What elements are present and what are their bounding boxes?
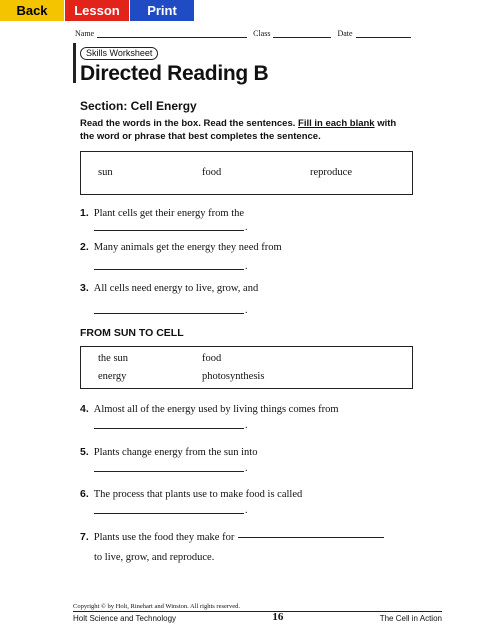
word-box-item: photosynthesis xyxy=(202,371,265,382)
answer-period: . xyxy=(245,222,248,233)
answer-period: . xyxy=(245,261,248,272)
subhead: FROM SUN TO CELL xyxy=(80,327,184,339)
answer-line-1[interactable] xyxy=(94,230,244,231)
question-2 xyxy=(80,241,282,253)
worksheet-tag: Skills Worksheet xyxy=(80,47,158,60)
class-blank[interactable] xyxy=(273,29,331,38)
answer-line-4[interactable] xyxy=(94,428,244,429)
word-box-item: food xyxy=(202,167,222,178)
word-box-item: the sun xyxy=(98,353,129,364)
word-box-item: food xyxy=(202,353,222,364)
word-box-1 xyxy=(80,151,413,195)
question-number: 7. xyxy=(80,531,89,543)
footer-book-title: Holt Science and Technology xyxy=(73,614,177,623)
question-number: 3. xyxy=(80,282,89,294)
nav-bar xyxy=(0,0,195,21)
answer-period: . xyxy=(245,463,248,474)
answer-period: . xyxy=(245,505,248,516)
question-number: 1. xyxy=(80,207,89,219)
word-box-item: sun xyxy=(98,167,113,178)
footer xyxy=(73,611,442,623)
lesson-button[interactable]: Lesson xyxy=(65,0,130,21)
answer-line-7[interactable] xyxy=(238,537,384,538)
question-6 xyxy=(80,488,302,500)
word-box-2 xyxy=(80,346,413,389)
copyright: Copyright © by Holt, Rinehart and Winston. All rights reserved. xyxy=(73,603,241,610)
answer-period: . xyxy=(245,305,248,316)
question-1 xyxy=(80,207,244,219)
word-box-item: reproduce xyxy=(310,167,352,178)
question-text: All cells need energy to live, grow, and xyxy=(93,283,259,294)
question-4 xyxy=(80,403,339,415)
answer-line-2[interactable] xyxy=(94,269,244,270)
question-text: Almost all of the energy used by living things comes from xyxy=(93,404,339,415)
question-text: Plant cells get their energy from the xyxy=(93,208,245,219)
date-label: Date xyxy=(337,29,353,38)
print-button[interactable]: Print xyxy=(130,0,195,21)
section-title: Section: Cell Energy xyxy=(80,99,197,113)
question-7 xyxy=(80,531,384,543)
name-blank[interactable] xyxy=(97,29,247,38)
instructions-text-1: Read the words in the box. Read the sentences. xyxy=(80,118,299,129)
question-text: Plants use the food they make for xyxy=(93,532,235,543)
instructions-text-2: with the word or phrase that best completes the sentence. xyxy=(80,118,397,142)
answer-line-5[interactable] xyxy=(94,471,244,472)
word-box-item: energy xyxy=(98,371,127,382)
answer-period: . xyxy=(245,420,248,431)
title-block xyxy=(73,43,268,83)
footer-chapter-title: The Cell in Action xyxy=(379,614,442,623)
question-number: 4. xyxy=(80,403,89,415)
question-text: The process that plants use to make food is called xyxy=(93,489,303,500)
answer-line-6[interactable] xyxy=(94,513,244,514)
page-title: Directed Reading B xyxy=(80,62,269,85)
answer-line-3[interactable] xyxy=(94,313,244,314)
back-button[interactable]: Back xyxy=(0,0,65,21)
question-number: 5. xyxy=(80,446,89,458)
instructions xyxy=(80,117,410,143)
question-number: 6. xyxy=(80,488,89,500)
date-blank[interactable] xyxy=(356,29,411,38)
question-7-continuation: to live, grow, and reproduce. xyxy=(94,552,215,563)
name-label: Name xyxy=(75,29,95,38)
question-5 xyxy=(80,446,257,458)
question-text: Many animals get the energy they need from xyxy=(93,242,282,253)
question-3 xyxy=(80,282,258,294)
question-text: Plants change energy from the sun into xyxy=(93,447,258,458)
page-number: 16 xyxy=(272,611,284,623)
class-label: Class xyxy=(253,29,271,38)
instructions-underlined: Fill in each blank xyxy=(298,118,375,129)
name-class-date-line xyxy=(75,29,442,38)
question-number: 2. xyxy=(80,241,89,253)
